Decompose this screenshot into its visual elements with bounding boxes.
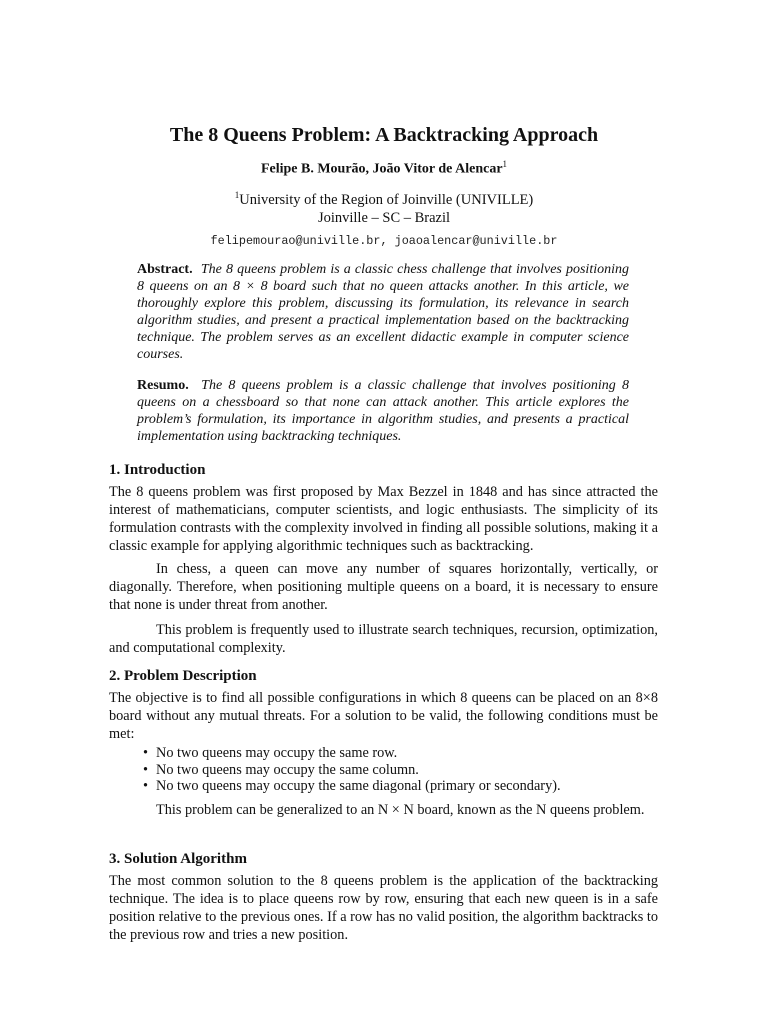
author-affiliation-mark: 1 (502, 159, 508, 169)
intro-paragraph-2: In chess, a queen can move any number of squares horizontally, vertically, or diagonally. Therefore, when positioning multiple queens on a board, it is necessary to ensure that none is under threat from another. (109, 561, 658, 614)
affiliation (0, 186, 768, 227)
resumo-text: The 8 queens problem is a classic challenge that involves positioning 8 queens on a chessboard so that none can attack another. This article explores the problem’s formulation, its importance in algorithm studies, and presents a practical implementation using backtracking techniques. (137, 378, 629, 445)
intro-paragraph-3: This problem is frequently used to illustrate search techniques, recursion, optimization, and computational complexity. (109, 622, 658, 657)
section-heading-problem-description: 2. Problem Description (109, 668, 257, 684)
affiliation-line-2: Joinville – SC – Brazil (317, 209, 451, 226)
conditions-list (143, 745, 561, 795)
problem-paragraph-2: This problem can be generalized to an N × N board, known as the N queens problem. (156, 802, 645, 818)
bullet-icon: • (143, 778, 149, 794)
intro-paragraph-1: The 8 queens problem was first proposed by Max Bezzel in 1848 and has since attracted the interest of mathematicians, computer scientists, and logic enthusiasts. The simplicity of its formulation contrasts with the complexity involved in finding all possible solutions, making it a classic example for applying algorithmic techniques such as backtracking. (109, 484, 658, 555)
authors-text: Felipe B. Mourão, João Vitor de Alencar (260, 161, 503, 177)
list-item (143, 762, 561, 779)
resumo-label: Resumo. (137, 378, 189, 393)
bullet-icon: • (143, 761, 149, 778)
list-item-text: No two queens may occupy the same column. (156, 761, 419, 778)
abstract-text: The 8 queens problem is a classic chess challenge that involves positioning 8 queens on an 8 × 8 board such that no queen attacks another. In this article, we thoroughly explore this problem, discussing its formulation, its relevance in search algorithm studies, and present a practical implementation based on the backtracking technique. The problem serves as an excellent didactic example in computer science courses. (137, 262, 629, 363)
list-item-text: No two queens may occupy the same row. (156, 745, 398, 761)
author-list (0, 154, 768, 180)
affiliation-line-1 (0, 186, 768, 209)
abstract (137, 261, 629, 364)
bullet-icon: • (143, 745, 149, 761)
algorithm-paragraph-1: The most common solution to the 8 queens problem is the application of the backtracking technique. The idea is to place queens row by row, ensuring that each new queen is in a safe position relative to the previous ones. If a row has no valid position, the algorithm backtracks to the previous row and tries a new position. (109, 873, 658, 944)
problem-paragraph-1: The objective is to find all possible configurations in which 8 queens can be placed on an 8×8 board without any mutual threats. For a solution to be valid, the following conditions must be met: (109, 690, 658, 743)
paper-title: The 8 Queens Problem: A Backtracking Approach (169, 124, 599, 146)
affiliation-institution: University of the Region of Joinville (UNIVILLE) (239, 191, 534, 208)
resumo (137, 377, 629, 445)
section-heading-solution-algorithm: 3. Solution Algorithm (109, 851, 247, 867)
author-emails: felipemourao@univille.br, joaoalencar@univille.br (210, 234, 558, 248)
affiliation-mark: 1 (234, 190, 240, 200)
section-heading-introduction: 1. Introduction (109, 462, 206, 478)
list-item-text: No two queens may occupy the same diagonal (primary or secondary). (156, 778, 561, 794)
list-item (143, 778, 561, 795)
list-item (143, 745, 561, 762)
abstract-label: Abstract. (137, 262, 193, 277)
